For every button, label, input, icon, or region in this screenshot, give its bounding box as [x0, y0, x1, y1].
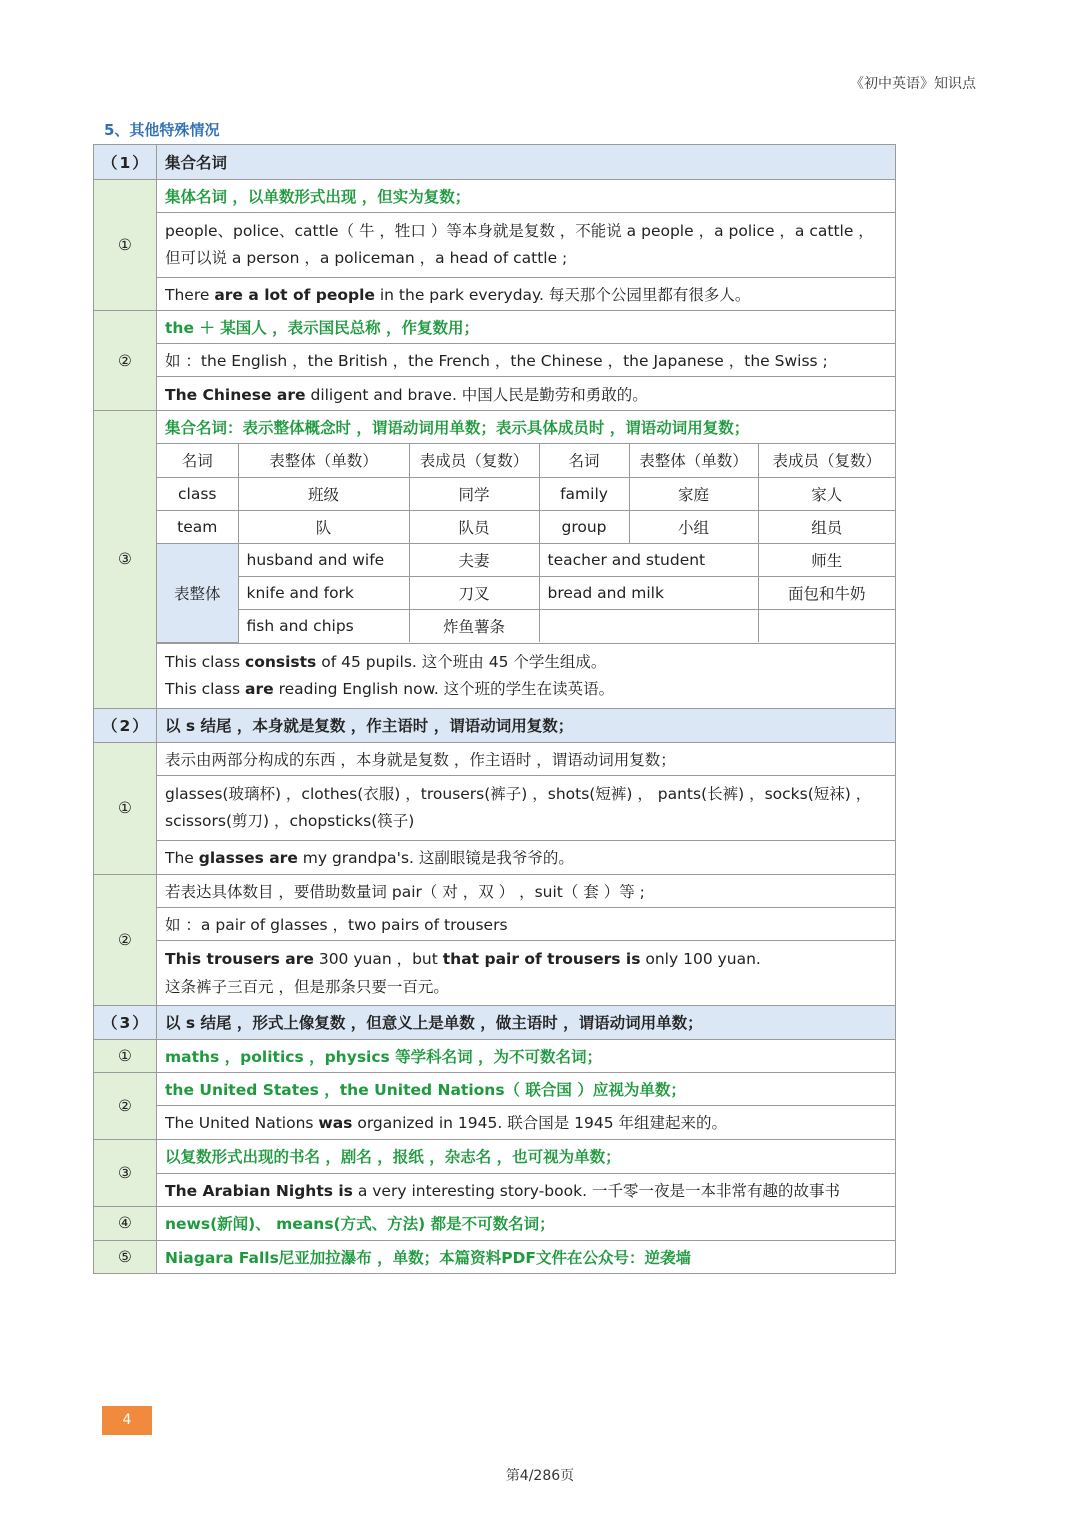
part2-s2-desc-row — [94, 874, 896, 907]
example-text: reading English now. 这个班的学生在读英语。 — [273, 679, 615, 698]
part1-s1-example-row — [94, 278, 896, 311]
example-line — [165, 945, 887, 973]
part1-s3-example-row — [94, 643, 896, 708]
example-text: my grandpa's. 这副眼镜是我爷爷的。 — [297, 849, 574, 867]
collective-noun-table-cell — [157, 444, 896, 644]
part3-s3-example-row — [94, 1173, 896, 1206]
part1-s1-desc-line1: people、police、cattle（ 牛 ，牲口 ）等本身就是复数 ，不能说 a people ，a police ，a cattle ， — [165, 222, 874, 240]
pair-cell: 刀叉 — [409, 576, 539, 609]
part1-s1-number: ① — [94, 180, 157, 311]
inner-cell: 家人 — [758, 477, 895, 510]
example-text: This class — [165, 652, 246, 671]
inner-cell: 队 — [238, 510, 409, 543]
part3-s2-example-row — [94, 1105, 896, 1139]
part3-s4-row — [94, 1206, 896, 1240]
example-text: This class — [165, 679, 246, 698]
example-text: of 45 pupils. 这个班由 45 个学生组成。 — [316, 652, 607, 671]
inner-cell: team — [157, 510, 238, 543]
grammar-table — [93, 144, 896, 1274]
part1-s2-examples: 如 ：the English ，the British ，the French ，the Chinese ，the Japanese ，the Swiss ; — [157, 344, 896, 377]
inner-header-cell: 名词 — [539, 444, 629, 477]
inner-cell: 组员 — [758, 510, 895, 543]
part3-s4-rule: news(新闻)、 means(方式、方法) 都是不可数名词； — [157, 1206, 896, 1240]
part3-s1-number: ① — [94, 1039, 157, 1072]
part1-header-row — [94, 145, 896, 180]
example-line — [165, 676, 887, 703]
inner-cell: 队员 — [409, 510, 539, 543]
part2-s1-number: ① — [94, 742, 157, 874]
part2-header-row — [94, 708, 896, 742]
inner-header-cell: 表整体（单数） — [238, 444, 409, 477]
part1-s3-table-row — [94, 444, 896, 644]
pair-cell: fish and chips — [238, 609, 409, 642]
part3-s5-rule: Niagara Falls尼亚加拉瀑布 ，单数；本篇资料PDF文件在公众号：逆袭墙 — [157, 1240, 896, 1273]
pair-cell: 师生 — [758, 543, 895, 576]
part2-s2-examples-row — [94, 907, 896, 940]
inner-cell: 小组 — [629, 510, 758, 543]
example-text: a very interesting story-book. 一千零一夜是一本非常有趣的故事书 — [352, 1181, 840, 1200]
part1-s1-desc-row — [94, 213, 896, 278]
part1-s1-rule: 集体名词 ，以单数形式出现 ，但实为复数； — [157, 180, 896, 213]
whole-label: 表整体 — [157, 543, 238, 642]
inner-cell: 班级 — [238, 477, 409, 510]
collective-noun-table — [157, 444, 895, 643]
example-text: organized in 1945. 联合国是 1945 年组建起来的。 — [352, 1114, 727, 1132]
part3-s1-row — [94, 1039, 896, 1072]
pair-cell: knife and fork — [238, 576, 409, 609]
example-text: diligent and brave. 中国人民是勤劳和勇敢的。 — [305, 385, 648, 404]
part3-s5-row — [94, 1240, 896, 1273]
part1-s2-sentence-row — [94, 377, 896, 411]
pair-row — [157, 543, 895, 576]
part2-s1-example — [157, 840, 896, 874]
example-text: There — [165, 286, 215, 304]
part2-number: （2） — [94, 708, 157, 742]
inner-header-cell: 表成员（复数） — [409, 444, 539, 477]
inner-header-cell: 表整体（单数） — [629, 444, 758, 477]
part3-s4-number: ④ — [94, 1206, 157, 1240]
part3-s2-rule: the United States ，the United Nations（ 联合国 ）应视为单数； — [157, 1072, 896, 1105]
inner-header-cell: 表成员（复数） — [758, 444, 895, 477]
inner-cell: family — [539, 477, 629, 510]
pair-row — [157, 609, 895, 642]
items-line2: scissors(剪刀) ，chopsticks(筷子) — [165, 811, 415, 830]
part1-number: （1） — [94, 145, 157, 180]
example-bold: are — [245, 679, 274, 698]
pair-cell — [539, 609, 758, 642]
part2-s1-example-row — [94, 840, 896, 874]
inner-row — [157, 510, 895, 543]
part1-s2-examples-row — [94, 344, 896, 377]
part1-s1-desc — [157, 213, 896, 278]
inner-cell: 家庭 — [629, 477, 758, 510]
part2-s1-desc-row — [94, 742, 896, 775]
inner-cell: group — [539, 510, 629, 543]
part1-s1-example — [157, 278, 896, 311]
example-text: The — [165, 849, 199, 867]
example-bold: are a lot of people — [214, 286, 375, 304]
pair-row — [157, 576, 895, 609]
part3-s3-number: ③ — [94, 1139, 157, 1206]
part3-s1-rule: maths ，politics ，physics 等学科名词 ，为不可数名词； — [157, 1039, 896, 1072]
page-footer: 第4/286页 — [505, 1468, 575, 1484]
part3-s3-example — [157, 1173, 896, 1206]
part1-s3-rule-row — [94, 411, 896, 444]
example-line — [165, 649, 887, 676]
example-bold: The Arabian Nights is — [165, 1181, 353, 1200]
part2-s1-items-row — [94, 775, 896, 840]
section-title: 5、其他特殊情况 — [104, 121, 220, 139]
inner-cell: class — [157, 477, 238, 510]
part2-s2-sentence — [157, 940, 896, 1005]
example-cn: 这条裤子三百元 ，但是那条只要一百元。 — [165, 977, 449, 996]
part2-s1-items — [157, 775, 896, 840]
inner-header-row — [157, 444, 895, 477]
document-header-title: 《初中英语》知识点 — [850, 76, 976, 92]
pair-cell: bread and milk — [539, 576, 758, 609]
example-text: The United Nations — [165, 1114, 319, 1132]
part1-s2-rule-row — [94, 311, 896, 344]
part1-s1-desc-line2: 但可以说 a person ，a policeman ，a head of cattle ; — [165, 249, 568, 267]
pair-cell: husband and wife — [238, 543, 409, 576]
page-number-badge: 4 — [102, 1406, 152, 1435]
part2-s2-sentence-row — [94, 940, 896, 1005]
example-bold: glasses are — [198, 849, 298, 867]
pair-cell: 夫妻 — [409, 543, 539, 576]
items-line1: glasses(玻璃杯) ，clothes(衣服) ，trousers(裤子) ，shots(短裤) ， pants(长裤) ，socks(短袜) ， — [165, 784, 872, 803]
pair-cell: 炸鱼薯条 — [409, 609, 539, 642]
part3-s2-example — [157, 1105, 896, 1139]
pair-cell — [758, 609, 895, 642]
part1-s3-rule: 集合名词：表示整体概念时 ，谓语动词用单数；表示具体成员时 ，谓语动词用复数； — [157, 411, 896, 444]
part2-s2-number: ② — [94, 874, 157, 1005]
example-bold: consists — [245, 652, 317, 671]
inner-header-cell: 名词 — [157, 444, 238, 477]
inner-cell: 同学 — [409, 477, 539, 510]
part1-s2-rule: the ＋ 某国人 ，表示国民总称 ，作复数用； — [157, 311, 896, 344]
part2-s2-examples: 如 ：a pair of glasses ，two pairs of trousers — [157, 907, 896, 940]
part1-s3-number: ③ — [94, 411, 157, 709]
part3-header-row — [94, 1005, 896, 1039]
example-bold: The Chinese are — [165, 385, 306, 404]
example-bold: that pair of trousers is — [442, 949, 641, 968]
part1-title: 集合名词 — [157, 145, 896, 180]
pair-cell: teacher and student — [539, 543, 758, 576]
part3-s2-rule-row — [94, 1072, 896, 1105]
part1-s2-number: ② — [94, 311, 157, 411]
part3-s3-rule-row — [94, 1139, 896, 1173]
inner-row — [157, 477, 895, 510]
example-bold: This trousers are — [165, 949, 314, 968]
example-bold: was — [318, 1114, 353, 1132]
part2-s1-desc: 表示由两部分构成的东西 ，本身就是复数 ，作主语时 ，谓语动词用复数； — [157, 742, 896, 775]
part3-s2-number: ② — [94, 1072, 157, 1139]
part1-s2-sentence — [157, 377, 896, 411]
part2-title: 以 s 结尾 ，本身就是复数 ，作主语时 ，谓语动词用复数； — [157, 708, 896, 742]
example-text: in the park everyday. 每天那个公园里都有很多人。 — [374, 286, 751, 304]
part3-s5-number: ⑤ — [94, 1240, 157, 1273]
part1-s3-examples — [157, 643, 896, 708]
part2-s2-desc: 若表达具体数目 ，要借助数量词 pair（ 对 ，双 ） ，suit（ 套 ）等 ; — [157, 874, 896, 907]
example-text: only 100 yuan. — [640, 949, 761, 968]
part3-number: （3） — [94, 1005, 157, 1039]
part1-s1-rule-row — [94, 180, 896, 213]
pair-cell: 面包和牛奶 — [758, 576, 895, 609]
part3-title: 以 s 结尾 ，形式上像复数 ，但意义上是单数 ，做主语时 ，谓语动词用单数； — [157, 1005, 896, 1039]
part3-s3-rule: 以复数形式出现的书名 ，剧名 ，报纸 ，杂志名 ，也可视为单数； — [157, 1139, 896, 1173]
example-text: 300 yuan ，but — [313, 949, 443, 968]
